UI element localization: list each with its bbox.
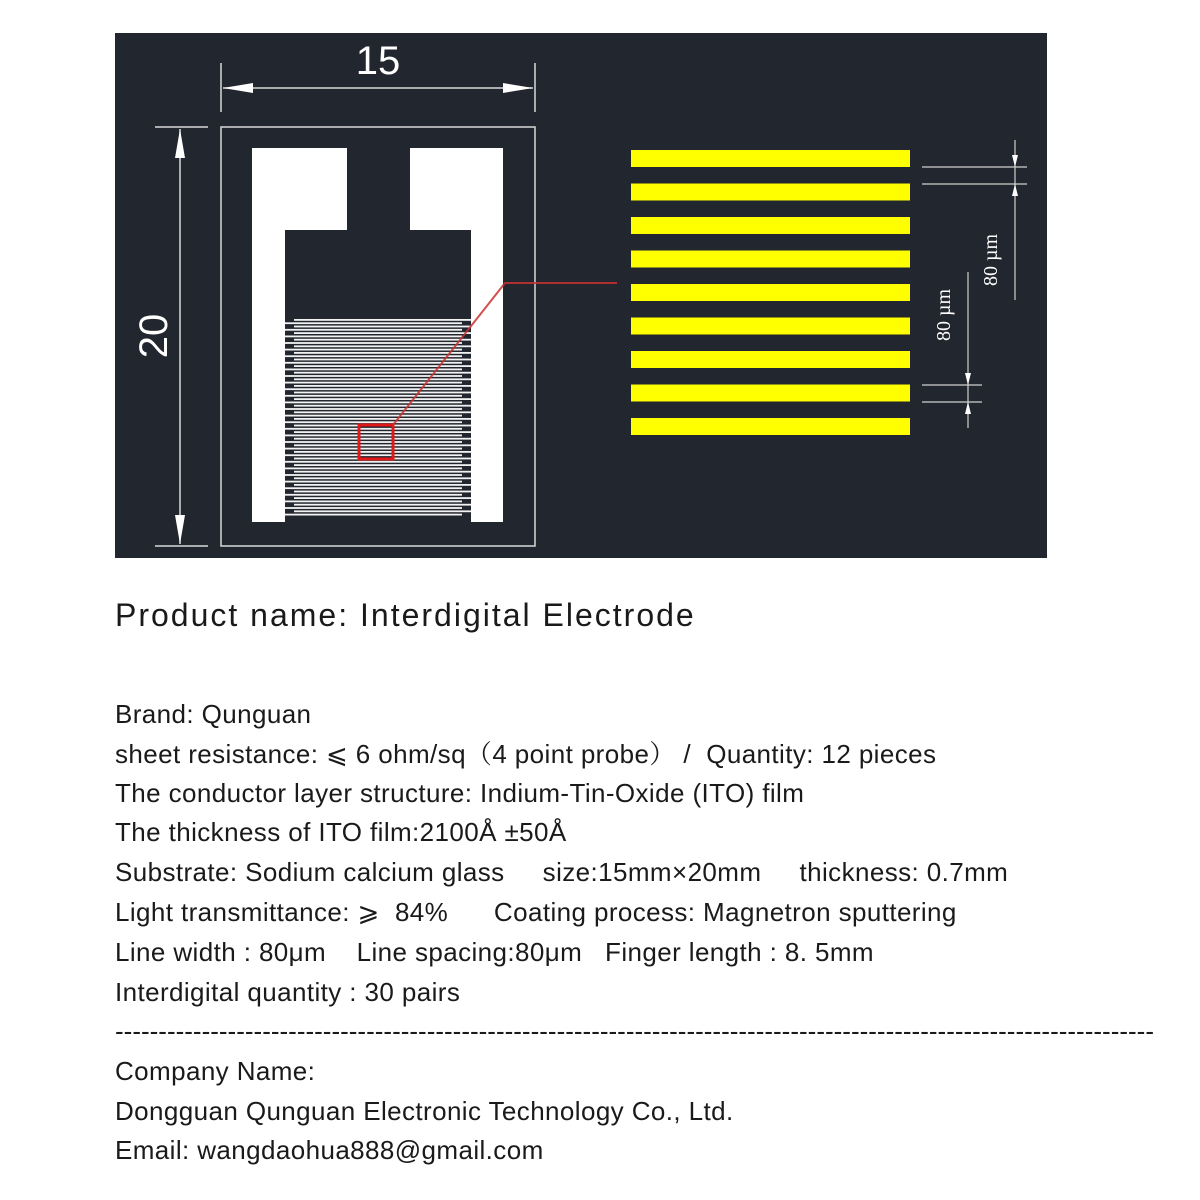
finger-line (285, 474, 462, 476)
line-spacing-label: 80 µm (933, 288, 955, 342)
company-email: Email: wangdaohua888@gmail.com (115, 1135, 544, 1165)
spec-conductor-layer: The conductor layer structure: Indium-Tin-Oxide (ITO) film (115, 778, 805, 808)
finger-line (294, 431, 471, 433)
finger-line (285, 355, 462, 357)
finger-line (285, 514, 462, 516)
line-width-label: 80 µm (980, 233, 1002, 287)
company-label: Company Name: (115, 1056, 316, 1086)
finger-line (285, 448, 462, 450)
finger-line (285, 362, 462, 364)
finger-line (294, 464, 471, 466)
finger-line (285, 461, 462, 463)
finger-line (294, 411, 471, 413)
finger-line (294, 392, 471, 394)
finger-line (294, 484, 471, 486)
finger-line (285, 375, 462, 377)
finger-line (285, 434, 462, 436)
separator-line: ------------------------------------------------------------------------------------------------------------------------ (115, 1016, 1154, 1046)
finger-line (294, 405, 471, 407)
finger-line (285, 441, 462, 443)
electrode-stripe (631, 150, 910, 167)
magnified-stripes (631, 150, 910, 435)
finger-line (285, 388, 462, 390)
spec-light-transmittance: Light transmittance: ⩾ 84% Coating process: Magnetron sputtering (115, 897, 957, 927)
spec-sheet-resistance: sheet resistance: ⩽ 6 ohm/sq（4 point probe） / Quantity: 12 pieces (115, 739, 937, 769)
finger-line (294, 471, 471, 473)
electrode-stripe (631, 318, 910, 335)
finger-line (285, 481, 462, 483)
finger-line (294, 510, 471, 512)
finger-line (294, 352, 471, 354)
finger-line (294, 477, 471, 479)
electrode-diagram (0, 0, 1200, 560)
finger-line (285, 487, 462, 489)
electrode-stripe (631, 385, 910, 402)
spec-line-dimensions: Line width : 80μm Line spacing:80μm Finger length : 8. 5mm (115, 937, 874, 967)
finger-line (285, 322, 462, 324)
finger-line (294, 418, 471, 420)
spec-substrate: Substrate: Sodium calcium glass size:15mm×20mm thickness: 0.7mm (115, 857, 1009, 887)
finger-line (294, 491, 471, 493)
finger-line (294, 326, 471, 328)
finger-line (285, 349, 462, 351)
finger-line (285, 415, 462, 417)
finger-line (285, 507, 462, 509)
finger-line (294, 398, 471, 400)
finger-line (285, 494, 462, 496)
finger-line (294, 444, 471, 446)
finger-line (285, 408, 462, 410)
finger-line (294, 319, 471, 321)
finger-line (285, 335, 462, 337)
electrode-stripe (631, 284, 910, 301)
spec-interdigital-quantity: Interdigital quantity : 30 pairs (115, 977, 461, 1007)
electrode-stripe (631, 418, 910, 435)
electrode-stripe (631, 351, 910, 368)
spec-brand: Brand: Qunguan (115, 699, 312, 729)
finger-line (285, 421, 462, 423)
finger-line (294, 497, 471, 499)
finger-line (294, 372, 471, 374)
finger-line (285, 329, 462, 331)
finger-line (294, 365, 471, 367)
electrode-stripe (631, 184, 910, 201)
finger-line (285, 467, 462, 469)
finger-line (285, 454, 462, 456)
finger-line (285, 342, 462, 344)
finger-line (285, 382, 462, 384)
finger-line (285, 428, 462, 430)
finger-line (294, 345, 471, 347)
height-label: 20 (132, 313, 176, 359)
finger-line (294, 438, 471, 440)
company-name: Dongguan Qunguan Electronic Technology Co., Ltd. (115, 1096, 734, 1126)
spec-ito-thickness: The thickness of ITO film:2100Å ±50Å (115, 817, 567, 847)
finger-line (285, 500, 462, 502)
width-label: 15 (355, 39, 401, 83)
finger-line (285, 395, 462, 397)
electrode-stripe (631, 217, 910, 234)
finger-line (285, 401, 462, 403)
product-name: Product name: Interdigital Electrode (115, 597, 696, 633)
finger-line (294, 339, 471, 341)
finger-line (294, 332, 471, 334)
electrode-stripe (631, 251, 910, 268)
finger-line (294, 385, 471, 387)
finger-line (294, 378, 471, 380)
finger-line (294, 451, 471, 453)
finger-line (294, 504, 471, 506)
